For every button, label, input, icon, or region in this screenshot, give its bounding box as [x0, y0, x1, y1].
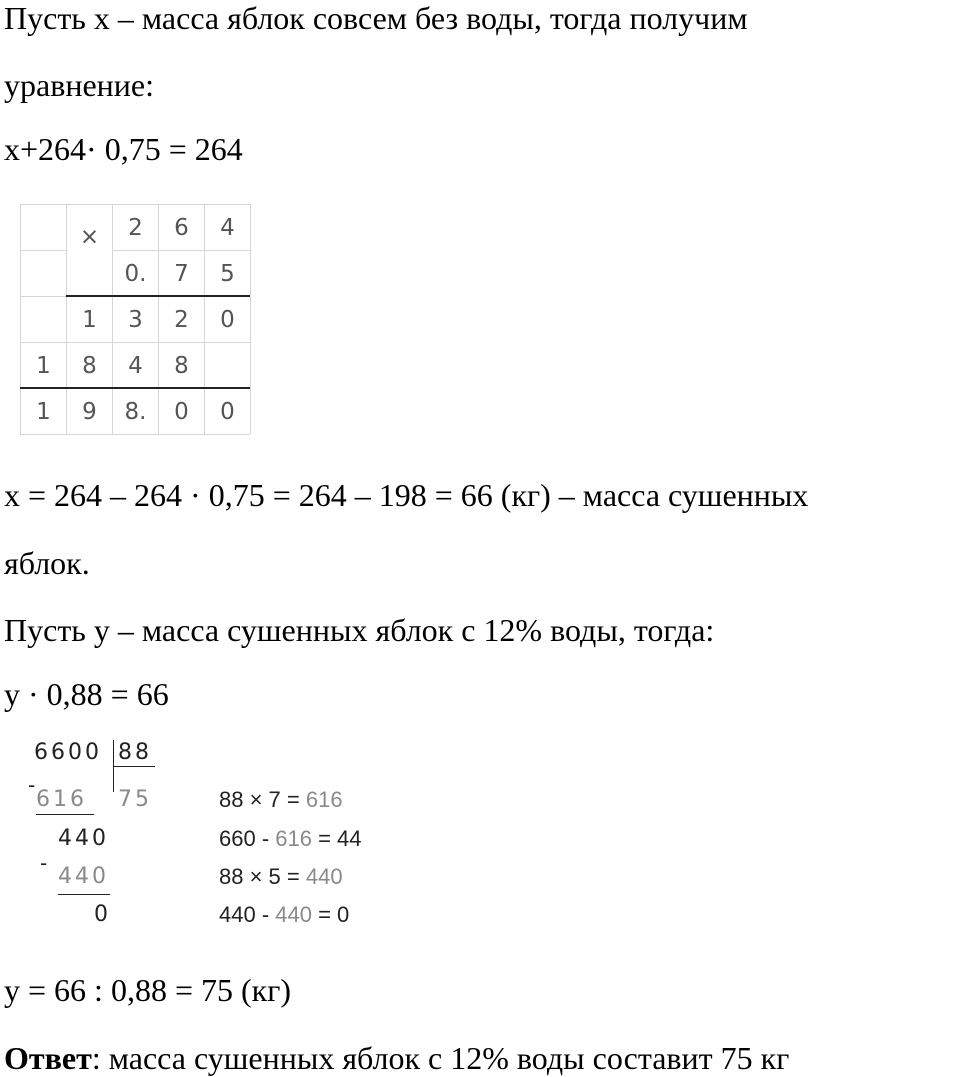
grid-edge [250, 204, 251, 434]
grid-cell: 4 [112, 342, 158, 388]
grid-cell [20, 250, 66, 296]
grid-cell: 0 [158, 388, 204, 434]
division-divisor: 88 [118, 740, 152, 765]
intro-line-1: Пусть x – масса яблок совсем без воды, тогда получим [4, 0, 748, 36]
division-subtrahend-2: 440 [58, 864, 109, 889]
y-intro: Пусть y – масса сушенных яблок с 12% воды, тогда: [4, 612, 715, 648]
grid-edge [20, 434, 250, 435]
division-rule-1 [36, 814, 94, 815]
grid-cell: 2 [158, 296, 204, 342]
x-solution-line-1: x = 264 – 264 · 0,75 = 264 – 198 = 66 (кг) – масса сушенных [4, 477, 809, 513]
grid-cell: 7 [158, 250, 204, 296]
division-note: 660 - 616 = 44 [219, 826, 362, 851]
grid-cell: 6 [158, 204, 204, 250]
division-remainder-1: 440 [58, 826, 109, 851]
division-dividend: 6600 [34, 740, 102, 765]
grid-cell: 9 [66, 388, 112, 434]
grid-cell [20, 204, 66, 250]
long-division [0, 740, 960, 940]
division-remainder-2: 0 [94, 902, 111, 927]
y-solution: y = 66 : 0,88 = 75 (кг) [4, 972, 291, 1008]
grid-cell: 8 [66, 342, 112, 388]
grid-cell: 0 [204, 296, 250, 342]
minus-sign: - [40, 851, 48, 875]
grid-cell: 1 [20, 388, 66, 434]
grid-cell: 3 [112, 296, 158, 342]
grid-cell: 4 [204, 204, 250, 250]
grid-cell: 1 [20, 342, 66, 388]
grid-cell [66, 250, 112, 296]
intro-line-2: уравнение: [4, 67, 154, 103]
multiplication-rule [66, 295, 250, 297]
grid-cell: 2 [112, 204, 158, 250]
x-solution-line-2: яблок. [4, 545, 90, 581]
division-quotient: 75 [118, 787, 152, 812]
grid-cell: 1 [66, 296, 112, 342]
division-divisor-rule [113, 766, 155, 767]
division-rule-2 [58, 894, 110, 895]
grid-cell: 8 [158, 342, 204, 388]
grid-cell [204, 342, 250, 388]
grid-cell: 5 [204, 250, 250, 296]
multiplication-grid [20, 204, 250, 434]
division-subtrahend-1: 616 [36, 787, 87, 812]
sum-rule [20, 387, 250, 389]
division-note: 88 × 5 = 440 [219, 864, 343, 889]
answer-label: Ответ [4, 1040, 92, 1076]
grid-cell: 0 [204, 388, 250, 434]
equation-y: y · 0,88 = 66 [4, 676, 169, 712]
grid-cell [20, 296, 66, 342]
grid-cell: 0. [112, 250, 158, 296]
grid-cell: × [66, 204, 112, 250]
answer-line [4, 1040, 789, 1076]
equation-x: x+264· 0,75 = 264 [4, 131, 243, 167]
answer-text: : масса сушенных яблок с 12% воды составит 75 кг [91, 1040, 790, 1076]
minus-sign: - [28, 773, 36, 797]
division-note: 440 - 440 = 0 [219, 902, 350, 927]
grid-cell: 8. [112, 388, 158, 434]
division-note: 88 × 7 = 616 [219, 787, 343, 812]
